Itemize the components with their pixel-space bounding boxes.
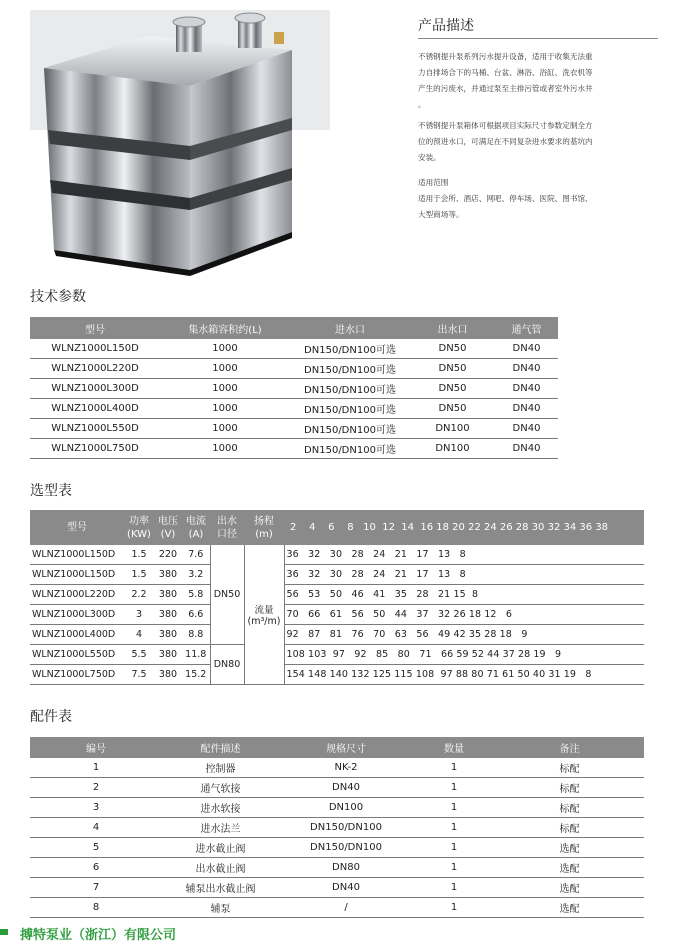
table-row [30, 585, 644, 605]
column-header: 型号 [30, 510, 124, 545]
flow-values-cell: 56 53 50 46 41 35 28 21 15 8 [284, 585, 644, 605]
table-row [30, 625, 644, 645]
table-cell: 2 [30, 778, 162, 798]
table-row [30, 878, 644, 898]
table-cell: 1000 [160, 359, 290, 379]
table-cell: DN50 [410, 359, 495, 379]
power-cell: 5.5 [124, 645, 154, 665]
table-cell: 通气软接 [162, 778, 279, 798]
column-header: 数量 [413, 737, 495, 758]
table-cell: / [279, 898, 413, 918]
text-line: 产生的污废水，并通过泵至主排污管或者室外污水井 [418, 84, 593, 93]
voltage-cell: 380 [154, 605, 182, 625]
table-cell: 1000 [160, 439, 290, 459]
flow-values-cell: 92 87 81 76 70 63 56 49 42 35 28 18 9 [284, 625, 644, 645]
table-cell: DN150/DN100可选 [290, 439, 410, 459]
table-cell: 辅泵 [162, 898, 279, 918]
table-row [30, 359, 558, 379]
table-cell: DN50 [410, 339, 495, 359]
current-cell: 15.2 [182, 665, 210, 685]
table-cell: WLNZ1000L220D [30, 359, 160, 379]
table-cell: 选配 [495, 878, 644, 898]
column-header: 进水口 [290, 317, 410, 339]
table-cell: DN100 [410, 439, 495, 459]
column-header: 规格尺寸 [279, 737, 413, 758]
table-cell: 1000 [160, 419, 290, 439]
voltage-cell: 380 [154, 585, 182, 605]
power-cell: 4 [124, 625, 154, 645]
description-paragraph-2 [418, 118, 658, 166]
table-row [30, 838, 644, 858]
table-cell: 标配 [495, 778, 644, 798]
model-cell: WLNZ1000L220D [30, 585, 124, 605]
table-cell: 进水法兰 [162, 818, 279, 838]
application-scope [418, 175, 658, 223]
column-header [154, 510, 182, 545]
table-cell: DN50 [410, 399, 495, 419]
table-cell: DN40 [495, 399, 558, 419]
column-header: 配件描述 [162, 737, 279, 758]
table-row [30, 339, 558, 359]
table-cell: 1 [413, 818, 495, 838]
table-cell: DN150/DN100可选 [290, 399, 410, 419]
header-line: (V) [160, 528, 176, 540]
table-cell: WLNZ1000L750D [30, 439, 160, 459]
tech-params-table [30, 317, 558, 459]
model-cell: WLNZ1000L550D [30, 645, 124, 665]
table-cell: DN150/DN100可选 [290, 339, 410, 359]
table-cell: 7 [30, 878, 162, 898]
table-cell: 1 [413, 838, 495, 858]
table-cell: 进水截止阀 [162, 838, 279, 858]
current-cell: 5.8 [182, 585, 210, 605]
table-cell: NK-2 [279, 758, 413, 778]
table-cell: 标配 [495, 758, 644, 778]
model-cell: WLNZ1000L400D [30, 625, 124, 645]
flow-label-cell [244, 545, 284, 685]
text-line: 安装。 [418, 153, 441, 162]
power-cell: 1.5 [124, 565, 154, 585]
current-cell: 7.6 [182, 545, 210, 565]
header-line: 电压 [158, 515, 178, 527]
column-header: 编号 [30, 737, 162, 758]
selection-title: 选型表 [30, 483, 72, 499]
flow-unit: (m³/m) [247, 616, 281, 627]
table-row [30, 665, 644, 685]
voltage-cell: 380 [154, 625, 182, 645]
voltage-cell: 380 [154, 645, 182, 665]
text-line: 大型商场等。 [418, 210, 464, 219]
table-row [30, 818, 644, 838]
model-cell: WLNZ1000L150D [30, 545, 124, 565]
column-header-head-values: 2 4 6 8 10 12 14 16 18 20 22 24 26 28 30 32 34 36 38 [284, 510, 644, 545]
table-cell: 出水截止阀 [162, 858, 279, 878]
flow-values-cell: 154 148 140 132 125 115 108 97 88 80 71 61 50 40 31 19 8 [284, 665, 644, 685]
flow-values-cell: 70 66 61 56 50 44 37 32 26 18 12 6 [284, 605, 644, 625]
model-cell: WLNZ1000L750D [30, 665, 124, 685]
power-cell: 2.2 [124, 585, 154, 605]
model-cell: WLNZ1000L150D [30, 565, 124, 585]
flow-values-cell: 36 32 30 28 24 21 17 13 8 [284, 565, 644, 585]
table-cell: 1000 [160, 339, 290, 359]
voltage-cell: 380 [154, 565, 182, 585]
column-header: 通气管 [495, 317, 558, 339]
parts-title: 配件表 [30, 709, 72, 725]
column-header: 集水箱容积约(L) [160, 317, 290, 339]
current-cell: 6.6 [182, 605, 210, 625]
table-cell: DN50 [410, 379, 495, 399]
header-line: (m) [255, 528, 273, 540]
flow-label: 流量 [254, 605, 274, 616]
table-cell: 选配 [495, 838, 644, 858]
table-cell: DN40 [495, 419, 558, 439]
scope-title: 适用范围 [418, 178, 449, 187]
table-cell: 标配 [495, 798, 644, 818]
header-line: 出水 [217, 515, 237, 527]
outlet-dn80-cell: DN80 [210, 645, 244, 685]
table-cell: WLNZ1000L300D [30, 379, 160, 399]
table-cell: DN40 [495, 359, 558, 379]
table-cell: 选配 [495, 898, 644, 918]
footer-accent-bar [0, 929, 8, 935]
table-cell: 1 [413, 878, 495, 898]
table-cell: DN40 [495, 439, 558, 459]
table-cell: DN40 [279, 778, 413, 798]
table-cell: WLNZ1000L550D [30, 419, 160, 439]
table-cell: 辅泵出水截止阀 [162, 878, 279, 898]
table-row [30, 545, 644, 565]
table-cell: 5 [30, 838, 162, 858]
column-header: 出水口 [410, 317, 495, 339]
table-row [30, 565, 644, 585]
table-cell: WLNZ1000L400D [30, 399, 160, 419]
column-header [210, 510, 244, 545]
model-cell: WLNZ1000L300D [30, 605, 124, 625]
table-cell: 进水软接 [162, 798, 279, 818]
column-header [124, 510, 154, 545]
header-line: 电流 [186, 515, 206, 527]
flow-values-cell: 36 32 30 28 24 21 17 13 8 [284, 545, 644, 565]
table-row [30, 605, 644, 625]
table-cell: DN150/DN100 [279, 818, 413, 838]
text-line: 适用于会所、酒店、网吧、停车场、医院、图书馆、 [418, 194, 593, 203]
table-cell: 6 [30, 858, 162, 878]
product-image [30, 10, 330, 282]
table-row [30, 379, 558, 399]
power-cell: 1.5 [124, 545, 154, 565]
table-cell: 1 [413, 758, 495, 778]
table-row [30, 858, 644, 878]
column-header [182, 510, 210, 545]
table-cell: 标配 [495, 818, 644, 838]
text-line: 。 [418, 100, 426, 109]
table-cell: 1 [413, 798, 495, 818]
text-line: 不锈钢提升泵箱体可根据项目实际尺寸参数定制全方 [418, 121, 593, 130]
header-line: 功率 [129, 515, 149, 527]
table-row [30, 645, 644, 665]
description-title: 产品描述 [418, 18, 474, 34]
table-row [30, 399, 558, 419]
outlet-dn50-cell: DN50 [210, 545, 244, 645]
table-cell: 控制器 [162, 758, 279, 778]
text-line: 力自排场合下的马桶、台盆、淋浴、浴缸、洗衣机等 [418, 68, 593, 77]
text-line: 不锈钢提升泵系列污水提升设备，适用于收集无法重 [418, 52, 593, 61]
table-row [30, 439, 558, 459]
voltage-cell: 380 [154, 665, 182, 685]
column-header: 型号 [30, 317, 160, 339]
header-line: 扬程 [254, 515, 274, 527]
table-row [30, 898, 644, 918]
table-row [30, 778, 644, 798]
table-cell: 1000 [160, 379, 290, 399]
description-divider [418, 38, 658, 39]
table-row [30, 758, 644, 778]
header-line: (A) [188, 528, 204, 540]
table-cell: DN150/DN100可选 [290, 379, 410, 399]
power-cell: 7.5 [124, 665, 154, 685]
table-cell: DN40 [279, 878, 413, 898]
table-row [30, 419, 558, 439]
header-line: (KW) [127, 528, 151, 540]
table-cell: 4 [30, 818, 162, 838]
table-cell: DN150/DN100可选 [290, 419, 410, 439]
table-cell: 1000 [160, 399, 290, 419]
voltage-cell: 220 [154, 545, 182, 565]
table-cell: DN40 [495, 379, 558, 399]
table-cell: 3 [30, 798, 162, 818]
description-paragraph-1 [418, 49, 658, 113]
current-cell: 11.8 [182, 645, 210, 665]
power-cell: 3 [124, 605, 154, 625]
selection-table [30, 510, 644, 685]
column-header [244, 510, 284, 545]
table-cell: 8 [30, 898, 162, 918]
table-row [30, 798, 644, 818]
table-cell: 1 [413, 778, 495, 798]
text-line: 位的预进水口，可满足在不同复杂进水要求的基坑内 [418, 137, 593, 146]
current-cell: 3.2 [182, 565, 210, 585]
table-cell: 1 [413, 898, 495, 918]
table-cell: DN100 [410, 419, 495, 439]
table-cell: DN150/DN100可选 [290, 359, 410, 379]
table-cell: DN100 [279, 798, 413, 818]
tech-params-title: 技术参数 [30, 289, 86, 305]
parts-table [30, 737, 644, 918]
footer-company-name: 搏特泵业（浙江）有限公司 [20, 928, 177, 943]
table-cell: DN40 [495, 339, 558, 359]
flow-values-cell: 108 103 97 92 85 80 71 66 59 52 44 37 28 19 9 [284, 645, 644, 665]
table-cell: 1 [413, 858, 495, 878]
table-cell: WLNZ1000L150D [30, 339, 160, 359]
table-cell: DN150/DN100 [279, 838, 413, 858]
current-cell: 8.8 [182, 625, 210, 645]
table-cell: DN80 [279, 858, 413, 878]
column-header: 备注 [495, 737, 644, 758]
table-cell: 1 [30, 758, 162, 778]
header-line: 口径 [217, 528, 237, 540]
table-cell: 选配 [495, 858, 644, 878]
